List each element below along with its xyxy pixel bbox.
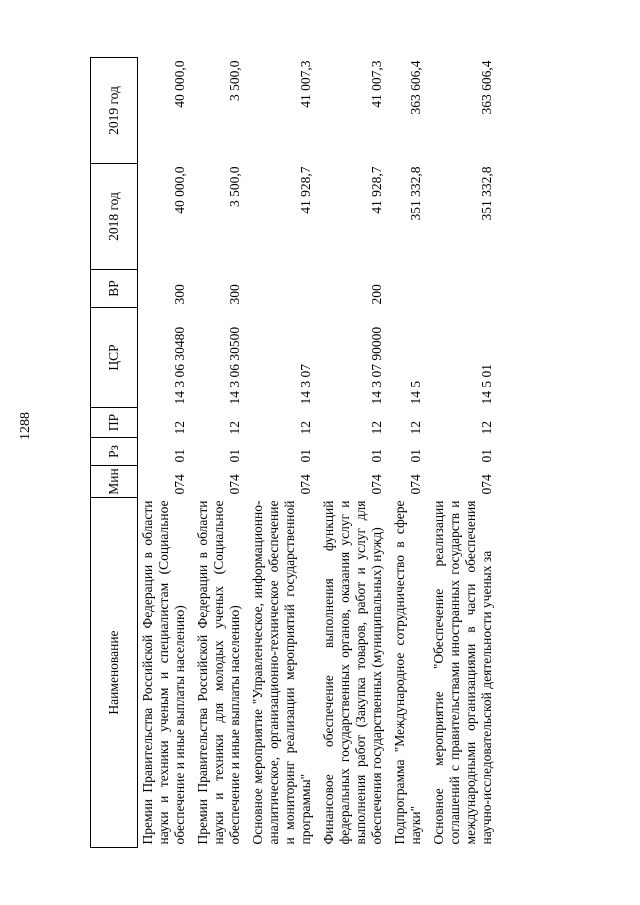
table-row — [248, 58, 319, 848]
budget-table-sheet — [90, 58, 590, 848]
table-header-row — [91, 58, 138, 848]
header-min: Мин — [91, 466, 138, 498]
row-csr: 14 3 07 90000 — [369, 326, 384, 405]
row-2018: 40 000,0 — [172, 166, 187, 214]
row-csr: 14 3 07 — [298, 364, 313, 405]
row-2018: 351 332,8 — [408, 166, 423, 221]
row-csr: 14 5 — [408, 380, 423, 405]
row-min: 074 — [227, 474, 242, 495]
header-name: Наименование — [91, 498, 138, 848]
table-row — [319, 58, 390, 848]
row-rz: 01 — [227, 449, 242, 463]
row-name: Основное мероприятие "Обеспечение реализации соглашений с правительствами иностранных государств и международными организациями в части обеспечения научно-исследовательской деятельности ученых за — [431, 500, 494, 845]
row-pr: 12 — [227, 421, 242, 435]
table-row — [193, 58, 248, 848]
row-pr: 12 — [172, 421, 187, 435]
header-2018: 2018 год — [91, 164, 138, 270]
row-2018: 41 928,7 — [369, 166, 384, 214]
header-pr: ПР — [91, 408, 138, 438]
row-2019: 3 500,0 — [227, 60, 242, 101]
table-row — [429, 58, 500, 848]
row-2019: 41 007,3 — [369, 60, 384, 108]
row-pr: 12 — [369, 421, 384, 435]
row-rz: 01 — [408, 449, 423, 463]
row-csr: 14 3 06 30500 — [227, 326, 242, 405]
row-name: Премии Правительства Российской Федерации в области науки и техники ученым и специалистам (Социальное обеспечение и иные выплаты населению) — [140, 500, 187, 845]
row-vr: 300 — [227, 284, 242, 305]
row-rz: 01 — [369, 449, 384, 463]
row-name: Подпрограмма "Международное сотрудничество в сфере науки" — [392, 500, 423, 845]
row-2019: 363 606,4 — [479, 60, 494, 115]
row-csr: 14 3 06 30480 — [172, 326, 187, 405]
row-rz: 01 — [298, 449, 313, 463]
header-rz: Рз — [91, 438, 138, 466]
row-pr: 12 — [298, 421, 313, 435]
row-2018: 3 500,0 — [227, 166, 242, 207]
row-min: 074 — [369, 474, 384, 495]
row-rz: 01 — [479, 449, 494, 463]
row-csr: 14 5 01 — [479, 364, 494, 405]
row-name: Премии Правительства Российской Федерации в области науки и техники для молодых ученых (Социальное обеспечение и иные выплаты населению) — [195, 500, 242, 845]
row-2018: 41 928,7 — [298, 166, 313, 214]
row-2018: 351 332,8 — [479, 166, 494, 221]
row-name: Финансовое обеспечение выполнения функций федеральных государственных органов, оказания услуг и выполнения работ (Закупка товаров, работ и услуг для обеспечения государственных (муниципальных) нужд) — [321, 500, 384, 845]
table-row — [138, 58, 194, 848]
row-name: Основное мероприятие "Управленческое, информационно-аналитическое, организационно-техническое обеспечение и мониторинг реализации мероприятий государственной программы" — [250, 500, 313, 845]
row-pr: 12 — [408, 421, 423, 435]
row-min: 074 — [172, 474, 187, 495]
page-number: 1288 — [18, 412, 33, 440]
header-vr: ВР — [91, 270, 138, 308]
row-2019: 41 007,3 — [298, 60, 313, 108]
table-row — [390, 58, 429, 848]
row-2019: 40 000,0 — [172, 60, 187, 108]
row-vr: 300 — [172, 284, 187, 305]
header-csr: ЦСР — [91, 308, 138, 408]
row-min: 074 — [298, 474, 313, 495]
row-vr — [248, 270, 319, 308]
row-min: 074 — [479, 474, 494, 495]
header-2019: 2019 год — [91, 58, 138, 164]
row-vr: 200 — [369, 284, 384, 305]
row-vr — [429, 270, 500, 308]
row-rz: 01 — [172, 449, 187, 463]
row-2019: 363 606,4 — [408, 60, 423, 115]
row-min: 074 — [408, 474, 423, 495]
row-vr — [390, 270, 429, 308]
budget-table — [90, 57, 500, 848]
row-pr: 12 — [479, 421, 494, 435]
